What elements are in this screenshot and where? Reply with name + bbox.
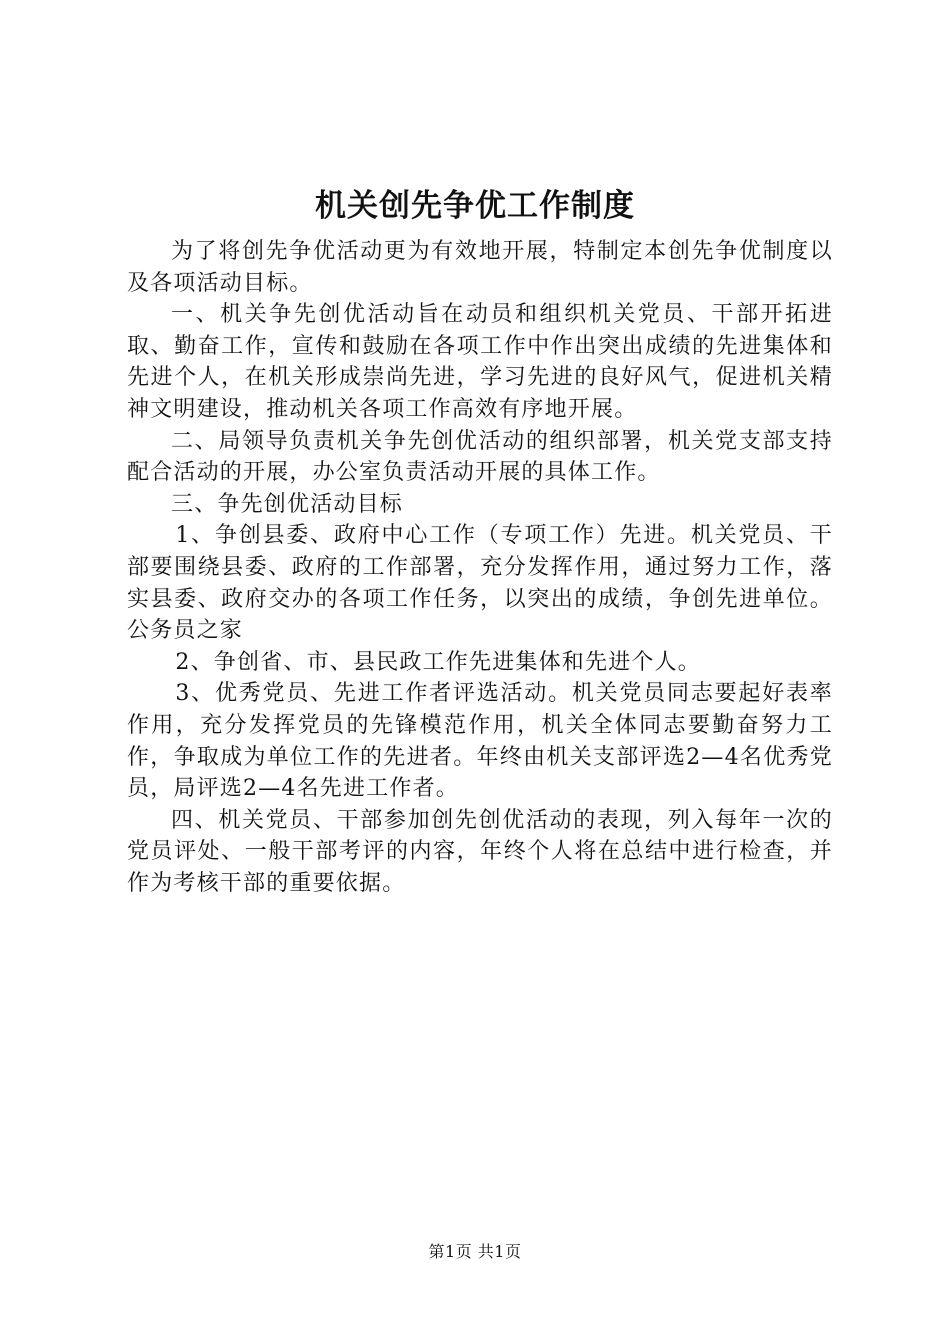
document-body <box>127 236 833 899</box>
page-footer: 第1页 共1页 <box>428 1242 522 1261</box>
document-title: 机关创先争优工作制度 <box>315 188 635 224</box>
paragraph-section-3-heading: 三、争先创优活动目标 <box>171 491 404 517</box>
paragraph-intro: 为了将创先争优活动更为有效地开展，特制定本创先争优制度以及各项活动目标。 <box>127 239 833 296</box>
paragraph-goal-3: 3、优秀党员、先进工作者评选活动。机关党员同志要起好表率作用，充分发挥党员的先锋模范作用，机关全体同志要勤奋努力工作，争取成为单位工作的先进者。年终由机关支部评选2—4名优秀党员，局评选2—4名先进工作者。 <box>127 681 833 802</box>
paragraph-section-2: 二、局领导负责机关争先创优活动的组织部署，机关党支部支持配合活动的开展，办公室负责活动开展的具体工作。 <box>127 428 833 486</box>
paragraph-goal-2: 2、争创省、市、县民政工作先进集体和先进个人。 <box>175 649 701 675</box>
paragraph-section-1: 一、机关争先创优活动旨在动员和组织机关党员、干部开拓进取、勤奋工作，宣传和鼓励在各项工作中作出突出成绩的先进集体和先进个人，在机关形成崇尚先进，学习先进的良好风气，促进机关精神文明建设，推动机关各项工作高效有序地开展。 <box>127 302 833 422</box>
paragraph-goal-1: 1、争创县委、政府中心工作（专项工作）先进。机关党员、干部要围绕县委、政府的工作部署，充分发挥作用，通过努力工作，落实县委、政府交办的各项工作任务，以突出的成绩，争创先进单位。公务员之家 <box>127 523 833 644</box>
paragraph-section-4: 四、机关党员、干部参加创先创优活动的表现，列入每年一次的党员评处、一般干部考评的内容，年终个人将在总结中进行检查，并作为考核干部的重要依据。 <box>127 807 833 896</box>
